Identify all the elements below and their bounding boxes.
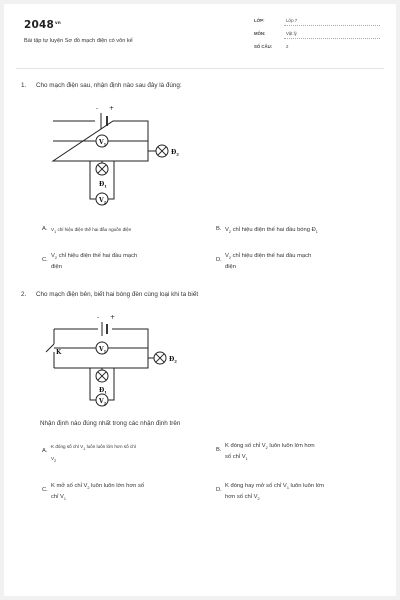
site-logo[interactable]: $2048^{vn}$ — [24, 19, 61, 31]
question-2-prompt: Nhận định nào đúng nhất trong các nhận định trên — [40, 420, 181, 427]
voltmeter-v2-label: $V_2$ — [99, 398, 107, 406]
q2-option-a[interactable]: A. K đóng số chỉ $V_1$ luôn luôn lớn hơn số chỉ $V_2$ — [42, 444, 136, 464]
battery-negative-sign: - — [96, 105, 99, 112]
q1-option-d[interactable]: D. $V_2$ chỉ hiệu điện thế hai đầu mạch điện — [216, 253, 312, 270]
q2-option-d[interactable]: D. K đóng hay mở số chỉ $V_1$ luôn luôn lớn hơn số chỉ $V_2$ — [216, 483, 325, 501]
switch-k-label: K — [56, 349, 62, 356]
circuit-diagram-1 — [40, 99, 200, 214]
lamp-d2-label: $Đ_2$ — [171, 149, 179, 157]
subject-field: MÔN: Vật lý — [254, 30, 380, 40]
battery-negative-sign: - — [97, 314, 100, 321]
q1-option-c[interactable]: C. $V_2$ chỉ hiệu điện thế hai đầu mạch điện — [42, 253, 138, 270]
q1-option-a[interactable]: A. $V_1$ chỉ hiệu điện thế hai đầu nguồn điện — [42, 226, 132, 234]
q2-option-c[interactable]: C. K mở số chỉ $V_2$ luôn luôn lớn hơn số chỉ $V_1$ — [42, 483, 145, 501]
worksheet-page — [4, 4, 396, 596]
battery-positive-sign: + — [109, 105, 115, 112]
lamp-d2-label: $Đ_2$ — [169, 356, 177, 364]
voltmeter-v1-label: $V_1$ — [99, 346, 107, 354]
battery-positive-sign: + — [110, 314, 116, 321]
header-divider — [16, 68, 384, 69]
lamp-d1-label: $Đ_1$ — [99, 387, 107, 395]
voltmeter-v1-label: $V_1$ — [99, 139, 107, 147]
document-title: Bài tập tự luyện Sơ đồ mạch điện có vôn kế — [24, 38, 133, 44]
voltmeter-v2-label: $V_2$ — [99, 197, 107, 205]
question-2: 2. Cho mạch điện bên, biết hai bóng đèn cùng loại khi ta biết — [21, 291, 199, 298]
q1-option-b[interactable]: B. $V_2$ chỉ hiệu điện thế hai đầu bóng $Đ_1$ — [216, 226, 318, 235]
lamp-d1-label: $Đ_1$ — [99, 181, 107, 189]
circuit-diagram-2 — [36, 310, 186, 414]
question-count-field: SỐ CÂU: 2 — [254, 44, 289, 49]
q2-option-b[interactable]: B. K đóng số chỉ $V_2$ luôn luôn lớn hơn số chỉ $V_1$ — [216, 443, 315, 461]
class-field: LỚP: Lớp 7 — [254, 17, 380, 27]
question-1: 1. Cho mạch điện sau, nhận định nào sau đây là đúng: — [21, 82, 182, 89]
